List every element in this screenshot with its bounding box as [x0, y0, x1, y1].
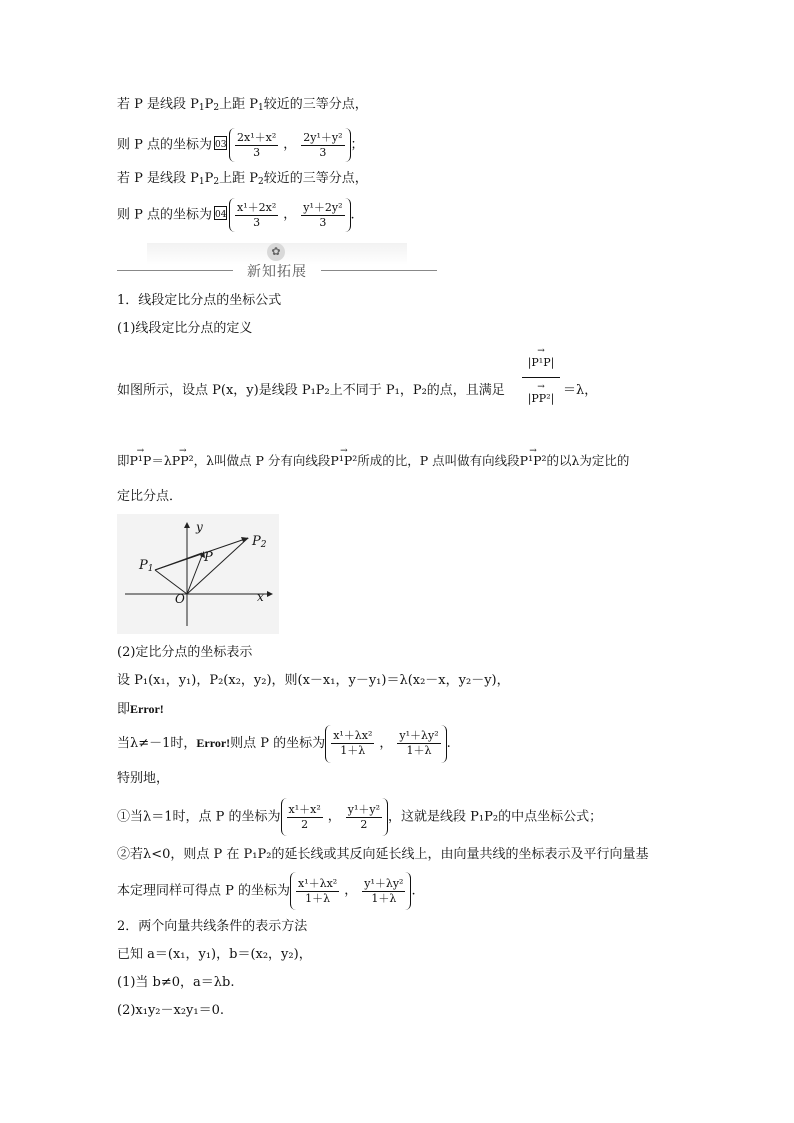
heading-1: 1．线段定比分点的坐标公式	[117, 293, 282, 308]
collinear-condition-2: (2)x₁y₂－x₂y₁＝0.	[117, 1003, 225, 1018]
division-point-figure	[117, 514, 279, 634]
special-label: 特别地，	[117, 771, 170, 786]
line-trisect-near-p1: 若 P 是线段 $P_1P_2$上距 $P_1$较近的三等分点，	[117, 97, 368, 113]
coord-line: 设 P₁(x₁，y₁)，P₂(x₂，y₂)，则(x－x₁，y－y₁)＝λ(x₂－x，y₂－y)，	[117, 673, 510, 688]
case-2-line: ②若λ<0，则点 P 在 P₁P₂的延长线或其反向延长线上，由向量共线的坐标表示及平行向量基	[117, 847, 649, 862]
line-coord-2: 则 P 点的坐标为 04 $\frac{\text{x¹＋2x²}}{3}$ ， $\frac{\text{y¹＋2y²}}{3}$ .	[117, 198, 355, 233]
line-trisect-near-p2: 若 P 是线段 $P_1P_2$上距 $P_2$较近的三等分点，	[117, 171, 368, 187]
coord-paren: $\frac{\text{x¹＋2x²}}{3}$ ， $\frac{\text{y¹＋2y²}}{3}$	[229, 198, 351, 232]
y-axis-label: y	[196, 520, 203, 534]
vector-op2	[187, 538, 248, 594]
vector-line: 即→ P¹P＝λ→ PP²，λ叫做点 P 分有向线段→ P¹P²所成的比，P 点叫做有向线段→ P¹P²的以λ为定比的	[117, 452, 629, 470]
point-p2-label: $P_2$	[252, 534, 267, 550]
definition-tail: ＝λ，	[563, 383, 598, 398]
leaf-icon: ✿	[267, 243, 285, 261]
line-coord-1: 则 P 点的坐标为 03 $\frac{\text{2x¹＋x²}}{3}$ ， $\frac{\text{2y¹＋y²}}{3}$ ；	[117, 128, 364, 163]
definition-end: 定比分点．	[117, 489, 183, 504]
error-line: 即Error!	[117, 702, 164, 717]
collinear-condition-1: (1)当 b≠0，a＝λb.	[117, 975, 235, 990]
case-2-continued: 本定理同样可得点 P 的坐标为 $\frac{\text{x¹＋λx²}}{1+\lambda}$ ， $\frac{\text{y¹＋λy²}}{1+\lambda}$ .	[117, 872, 416, 911]
heading-2: 2．两个向量共线条件的表示方法	[117, 919, 308, 934]
subheading-coordinates: (2)定比分点的坐标表示	[117, 645, 253, 660]
origin-label: O	[175, 592, 185, 606]
section-title: 新知拓展	[247, 264, 307, 280]
ratio-fraction: → |P¹P| → |PP²|	[522, 356, 560, 405]
case-1-line: ①当λ＝1时，点 P 的坐标为 $\frac{\text{x¹＋x²}}{2}$ ， $\frac{\text{y¹＋y²}}{2}$ ，这就是线段 P₁P₂的中点坐标公式；	[117, 798, 602, 837]
point-p1-label: $P_1$	[139, 558, 154, 574]
point-p-label: P	[204, 550, 213, 565]
section-header	[117, 243, 437, 281]
vector-op1	[155, 570, 187, 594]
subheading-definition: (1)线段定比分点的定义	[117, 321, 253, 336]
blank-box: 03	[214, 136, 227, 150]
y-axis-arrow	[184, 522, 190, 528]
coord-paren: $\frac{\text{2x¹＋x²}}{3}$ ， $\frac{\text{2y¹＋y²}}{3}$	[229, 128, 351, 162]
definition-line: 如图所示，设点 P(x，y)是线段 P₁P₂上不同于 P₁，P₂的点，且满足	[117, 383, 505, 398]
vector-op	[187, 553, 203, 594]
x-axis-label: x	[257, 590, 264, 604]
x-axis-arrow	[267, 591, 273, 597]
given-vectors-line: 已知 a＝(x₁，y₁)，b＝(x₂，y₂)，	[117, 947, 312, 962]
condition-line: 当λ≠－1时，Error!则点 P 的坐标为 $\frac{\text{x¹＋λx²}}{1+\lambda}$ ， $\frac{\text{y¹＋λy²}}{1+\lambda}$ .	[117, 724, 451, 763]
blank-box: 04	[214, 206, 227, 220]
